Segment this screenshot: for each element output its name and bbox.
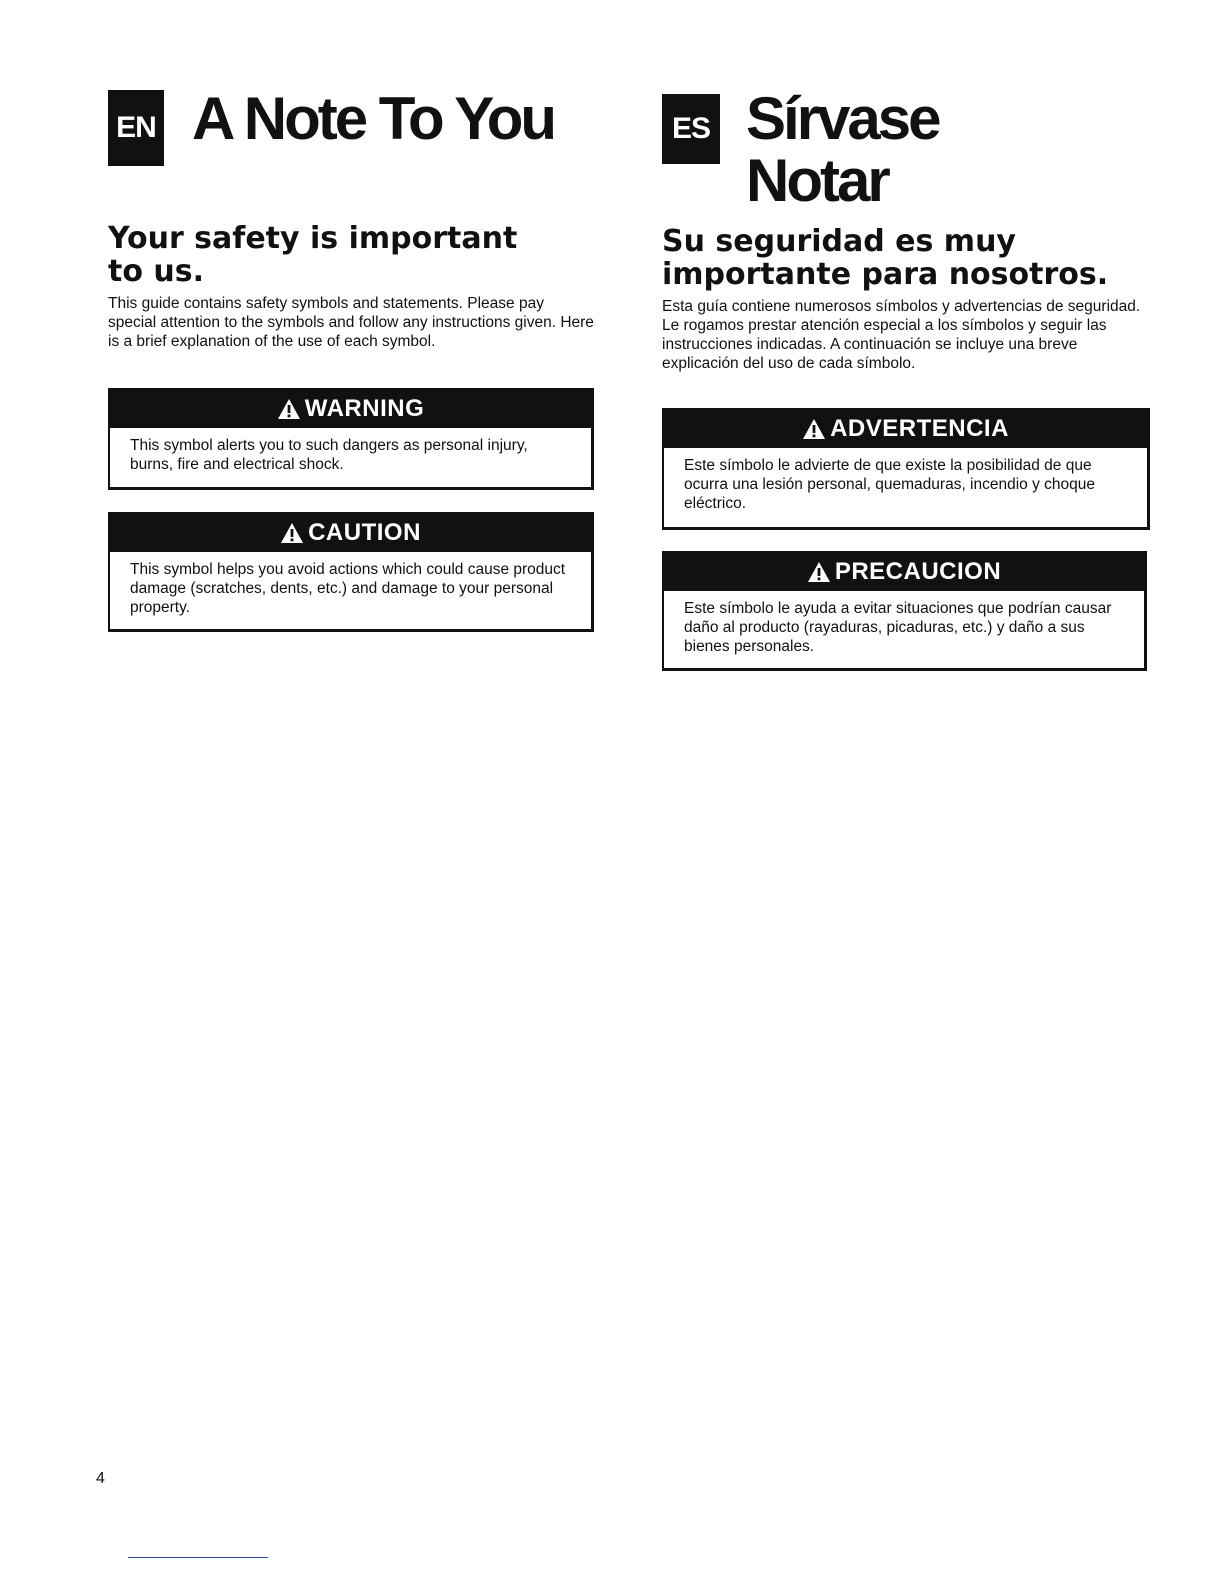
warning-triangle-icon	[280, 522, 304, 544]
page-title-es: Sírvase Notar	[746, 85, 939, 214]
advertencia-text: Este símbolo le advierte de que existe la posibilidad de que ocurra una lesión personal, quemaduras, incendio y choque eléctrico.	[684, 457, 1096, 512]
safety-heading-es: Su seguridad es muy importante para nosotros.	[662, 224, 1109, 292]
advertencia-notice	[662, 408, 1150, 530]
warning-label: WARNING	[304, 395, 425, 422]
footer-rule	[128, 1557, 268, 1558]
warning-text: This symbol alerts you to such dangers as personal injury, burns, fire and electrical shock.	[130, 437, 528, 473]
warning-triangle-icon	[277, 398, 301, 420]
advertencia-label: ADVERTENCIA	[830, 415, 1009, 442]
warning-notice	[108, 388, 594, 490]
page-title-en: A Note To You	[192, 85, 555, 152]
advertencia-header	[664, 410, 1147, 448]
precaucion-text: Este símbolo le ayuda a evitar situaciones que podrían causar daño al producto (rayaduras, picaduras, etc.) y daño a sus bienes personales.	[684, 600, 1112, 655]
warning-triangle-icon	[802, 418, 826, 440]
precaucion-header	[664, 553, 1144, 591]
caution-notice	[108, 512, 594, 632]
page-number: 4	[96, 1470, 105, 1487]
intro-paragraph-es: Esta guía contiene numerosos símbolos y advertencias de seguridad. Le rogamos prestar atención especial a los símbolos y seguir las instrucciones indicadas. A continuación se incluye una breve explicación del uso de cada símbolo.	[662, 298, 1141, 372]
safety-heading-en: Your safety is important to us.	[108, 221, 518, 289]
language-badge-es: ES	[662, 94, 720, 164]
precaucion-notice	[662, 551, 1147, 671]
precaucion-label: PRECAUCION	[834, 558, 1002, 585]
language-badge-en: EN	[108, 90, 164, 166]
warning-header	[110, 390, 591, 428]
warning-triangle-icon	[807, 561, 831, 583]
caution-label: CAUTION	[308, 519, 421, 546]
caution-text: This symbol helps you avoid actions which could cause product damage (scratches, dents, etc.) and damage to your personal property.	[130, 561, 566, 616]
intro-paragraph-en: This guide contains safety symbols and statements. Please pay special attention to the symbols and follow any instructions given. Here is a brief explanation of the use of each symbol.	[108, 295, 594, 350]
caution-header	[110, 514, 591, 552]
